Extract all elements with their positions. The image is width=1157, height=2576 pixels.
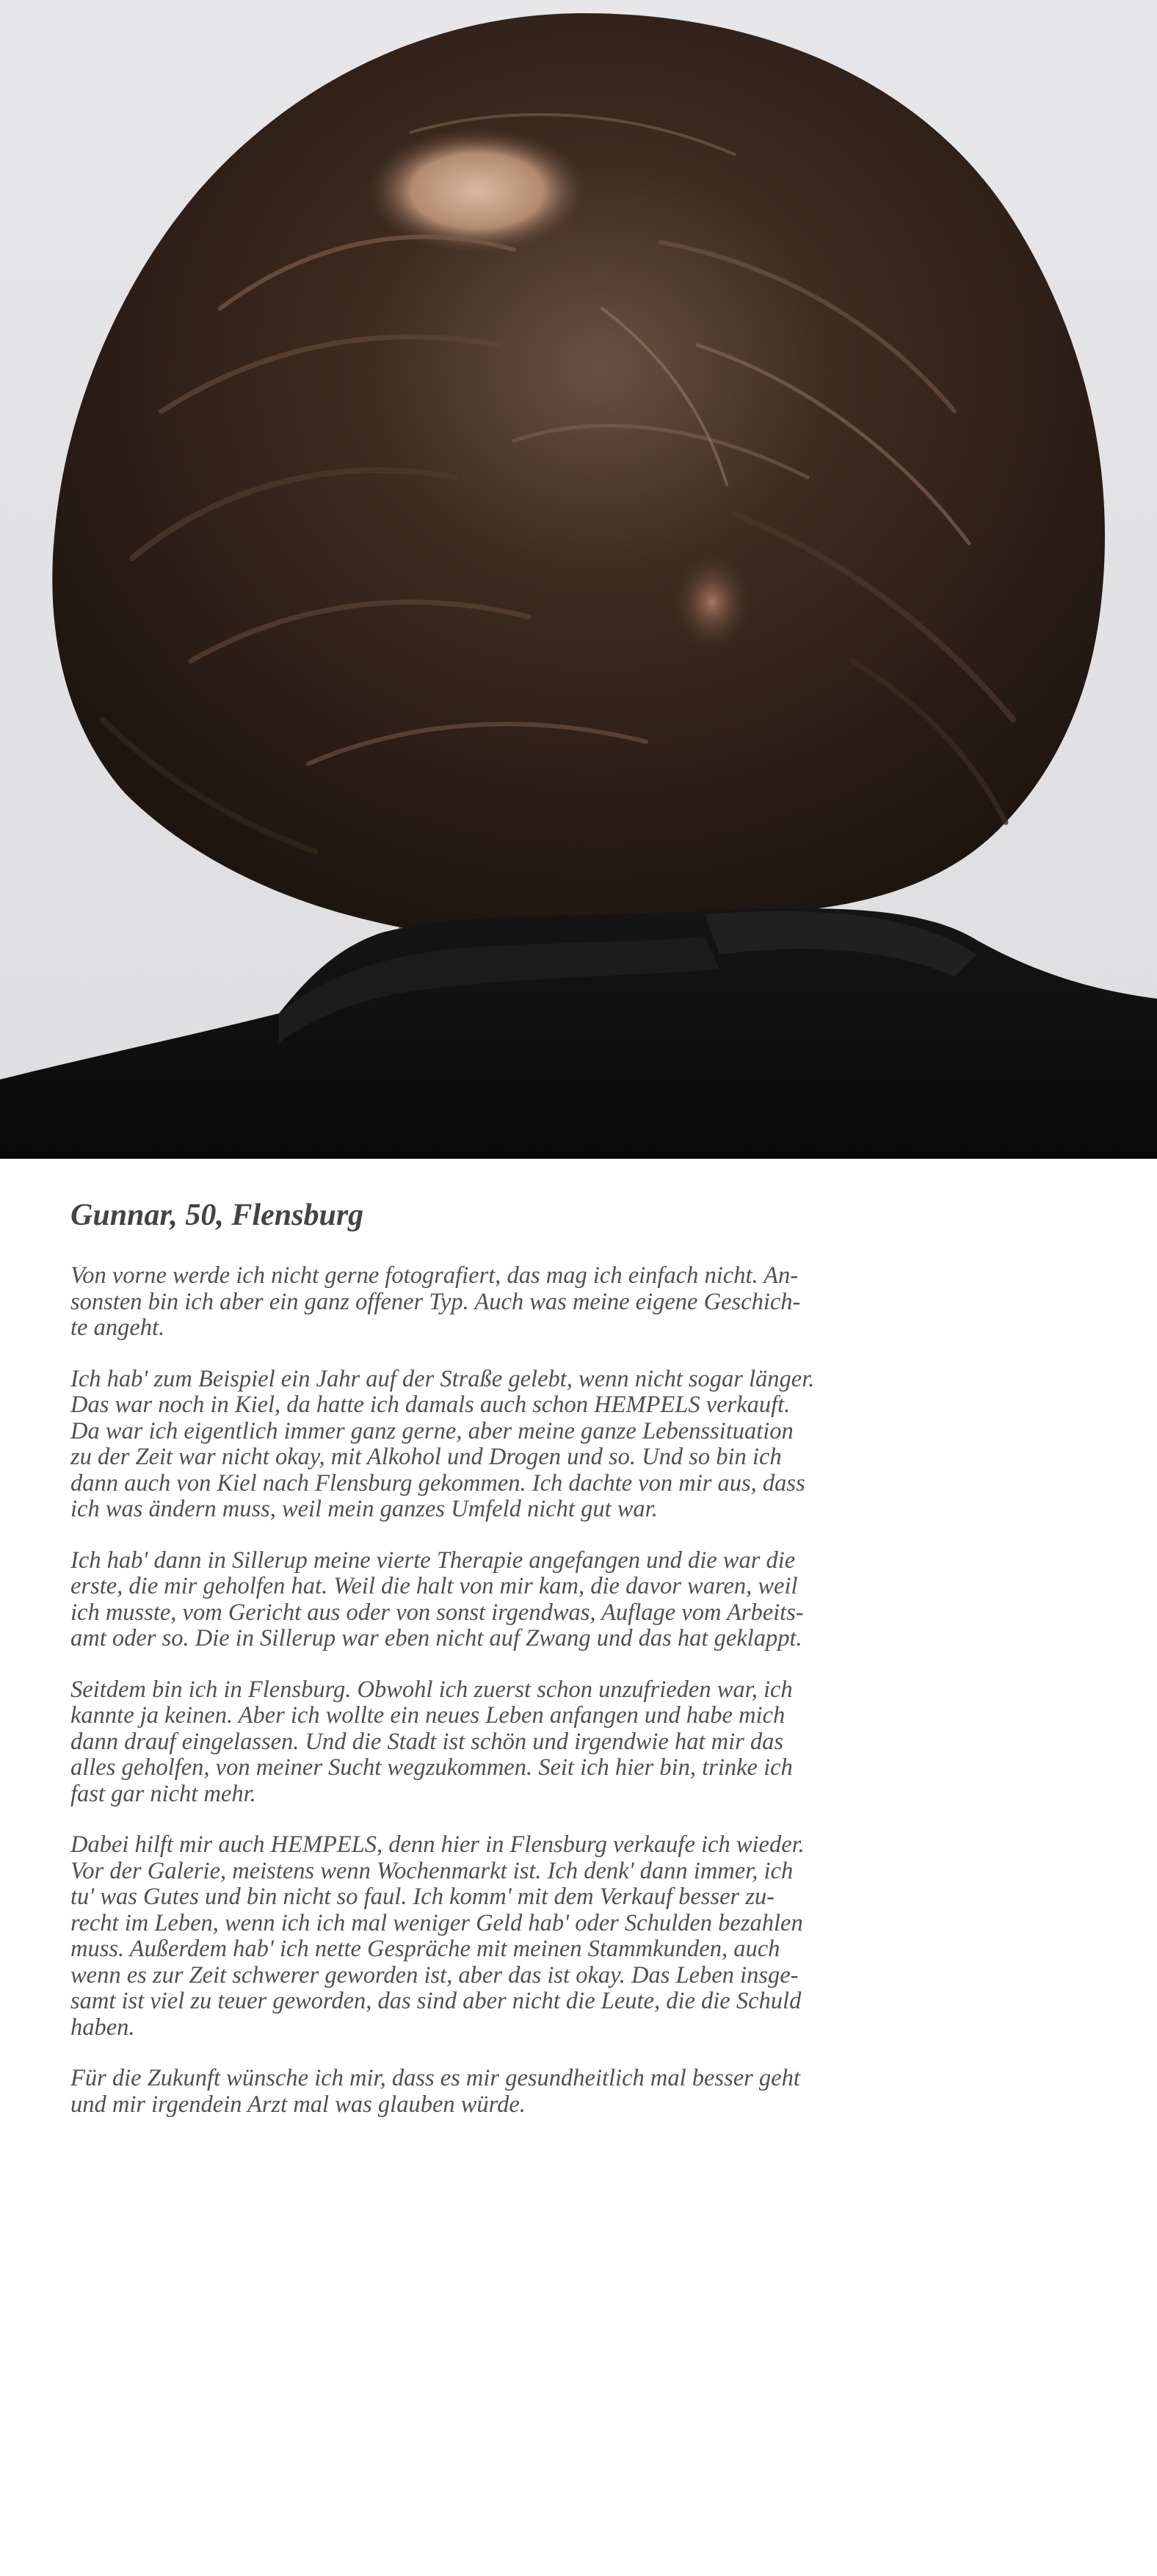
text-line: Für die Zukunft wünsche ich mir, dass es mir gesundheitlich mal besser geht	[70, 2065, 800, 2092]
text-line: samt ist viel zu teuer geworden, das sind aber nicht die Leute, die die Schuld	[70, 1988, 802, 2015]
text-line: Von vorne werde ich nicht gerne fotografiert, das mag ich einfach nicht. An-	[70, 1262, 799, 1289]
text-line: amt oder so. Die in Sillerup war eben nicht auf Zwang und das hat geklappt.	[70, 1625, 802, 1652]
text-line: dann drauf eingelassen. Und die Stadt ist schön und irgendwie hat mir das	[70, 1728, 784, 1755]
text-line: zu der Zeit war nicht okay, mit Alkohol und Drogen und so. Und so bin ich	[70, 1444, 782, 1471]
paragraph-4	[70, 1677, 1098, 1808]
text-line: erste, die mir geholfen hat. Weil die halt von mir kam, die davor waren, weil	[70, 1573, 798, 1600]
portrait-photo	[0, 0, 1157, 1159]
text-line: Ich hab' dann in Sillerup meine vierte Therapie angefangen und die war die	[70, 1546, 796, 1574]
text-line: wenn es zur Zeit schwerer geworden ist, aber das ist okay. Das Leben insge-	[70, 1961, 799, 1989]
article	[70, 1197, 1098, 2143]
text-line: Dabei hilft mir auch HEMPELS, denn hier in Flensburg verkaufe ich wieder.	[70, 1831, 805, 1859]
head-illustration	[0, 0, 1157, 1159]
text-line: kannte ja keinen. Aber ich wollte ein neues Leben anfangen und habe mich	[70, 1702, 786, 1729]
text-line: Vor der Galerie, meistens wenn Wochenmarkt ist. Ich denk' dann immer, ich	[70, 1857, 794, 1884]
text-line: muss. Außerdem hab' ich nette Gespräche mit meinen Stammkunden, auch	[70, 1936, 780, 1963]
paragraph-5	[70, 1832, 1098, 2041]
text-line: ich was ändern muss, weil mein ganzes Umfeld nicht gut war.	[70, 1496, 658, 1523]
text-line: Seitdem bin ich in Flensburg. Obwohl ich zuerst schon unzufrieden war, ich	[70, 1676, 793, 1703]
headline: Gunnar, 50, Flensburg	[70, 1198, 364, 1232]
text-line: Ich hab' zum Beispiel ein Jahr auf der Straße gelebt, wenn nicht sogar länger.	[70, 1365, 815, 1392]
text-line: Das war noch in Kiel, da hatte ich damals auch schon HEMPELS verkauft.	[70, 1392, 791, 1419]
text-line: alles geholfen, von meiner Sucht wegzukommen. Seit ich hier bin, trinke ich	[70, 1754, 793, 1781]
text-line: tu' was Gutes und bin nicht so faul. Ich komm' mit dem Verkauf besser zu-	[70, 1884, 775, 1911]
paragraph-1	[70, 1263, 1098, 1342]
text-line: te angeht.	[70, 1314, 165, 1342]
paragraph-6	[70, 2066, 1098, 2118]
text-line: und mir irgendein Arzt mal was glauben würde.	[70, 2091, 526, 2118]
paragraph-2	[70, 1367, 1098, 1523]
text-line: recht im Leben, wenn ich ich mal weniger Geld hab' oder Schulden bezahlen	[70, 1909, 803, 1936]
text-line: sonsten bin ich aber ein ganz offener Typ. Auch was meine eigene Geschich-	[70, 1288, 801, 1315]
text-line: dann auch von Kiel nach Flensburg gekommen. Ich dachte von mir aus, dass	[70, 1469, 805, 1497]
paragraph-3	[70, 1548, 1098, 1652]
text-line: haben.	[70, 2014, 135, 2041]
text-line: fast gar nicht mehr.	[70, 1780, 256, 1807]
text-line: ich musste, vom Gericht aus oder von sonst irgendwas, Auflage vom Arbeits-	[70, 1599, 804, 1626]
text-line: Da war ich eigentlich immer ganz gerne, aber meine ganze Lebenssituation	[70, 1417, 794, 1444]
